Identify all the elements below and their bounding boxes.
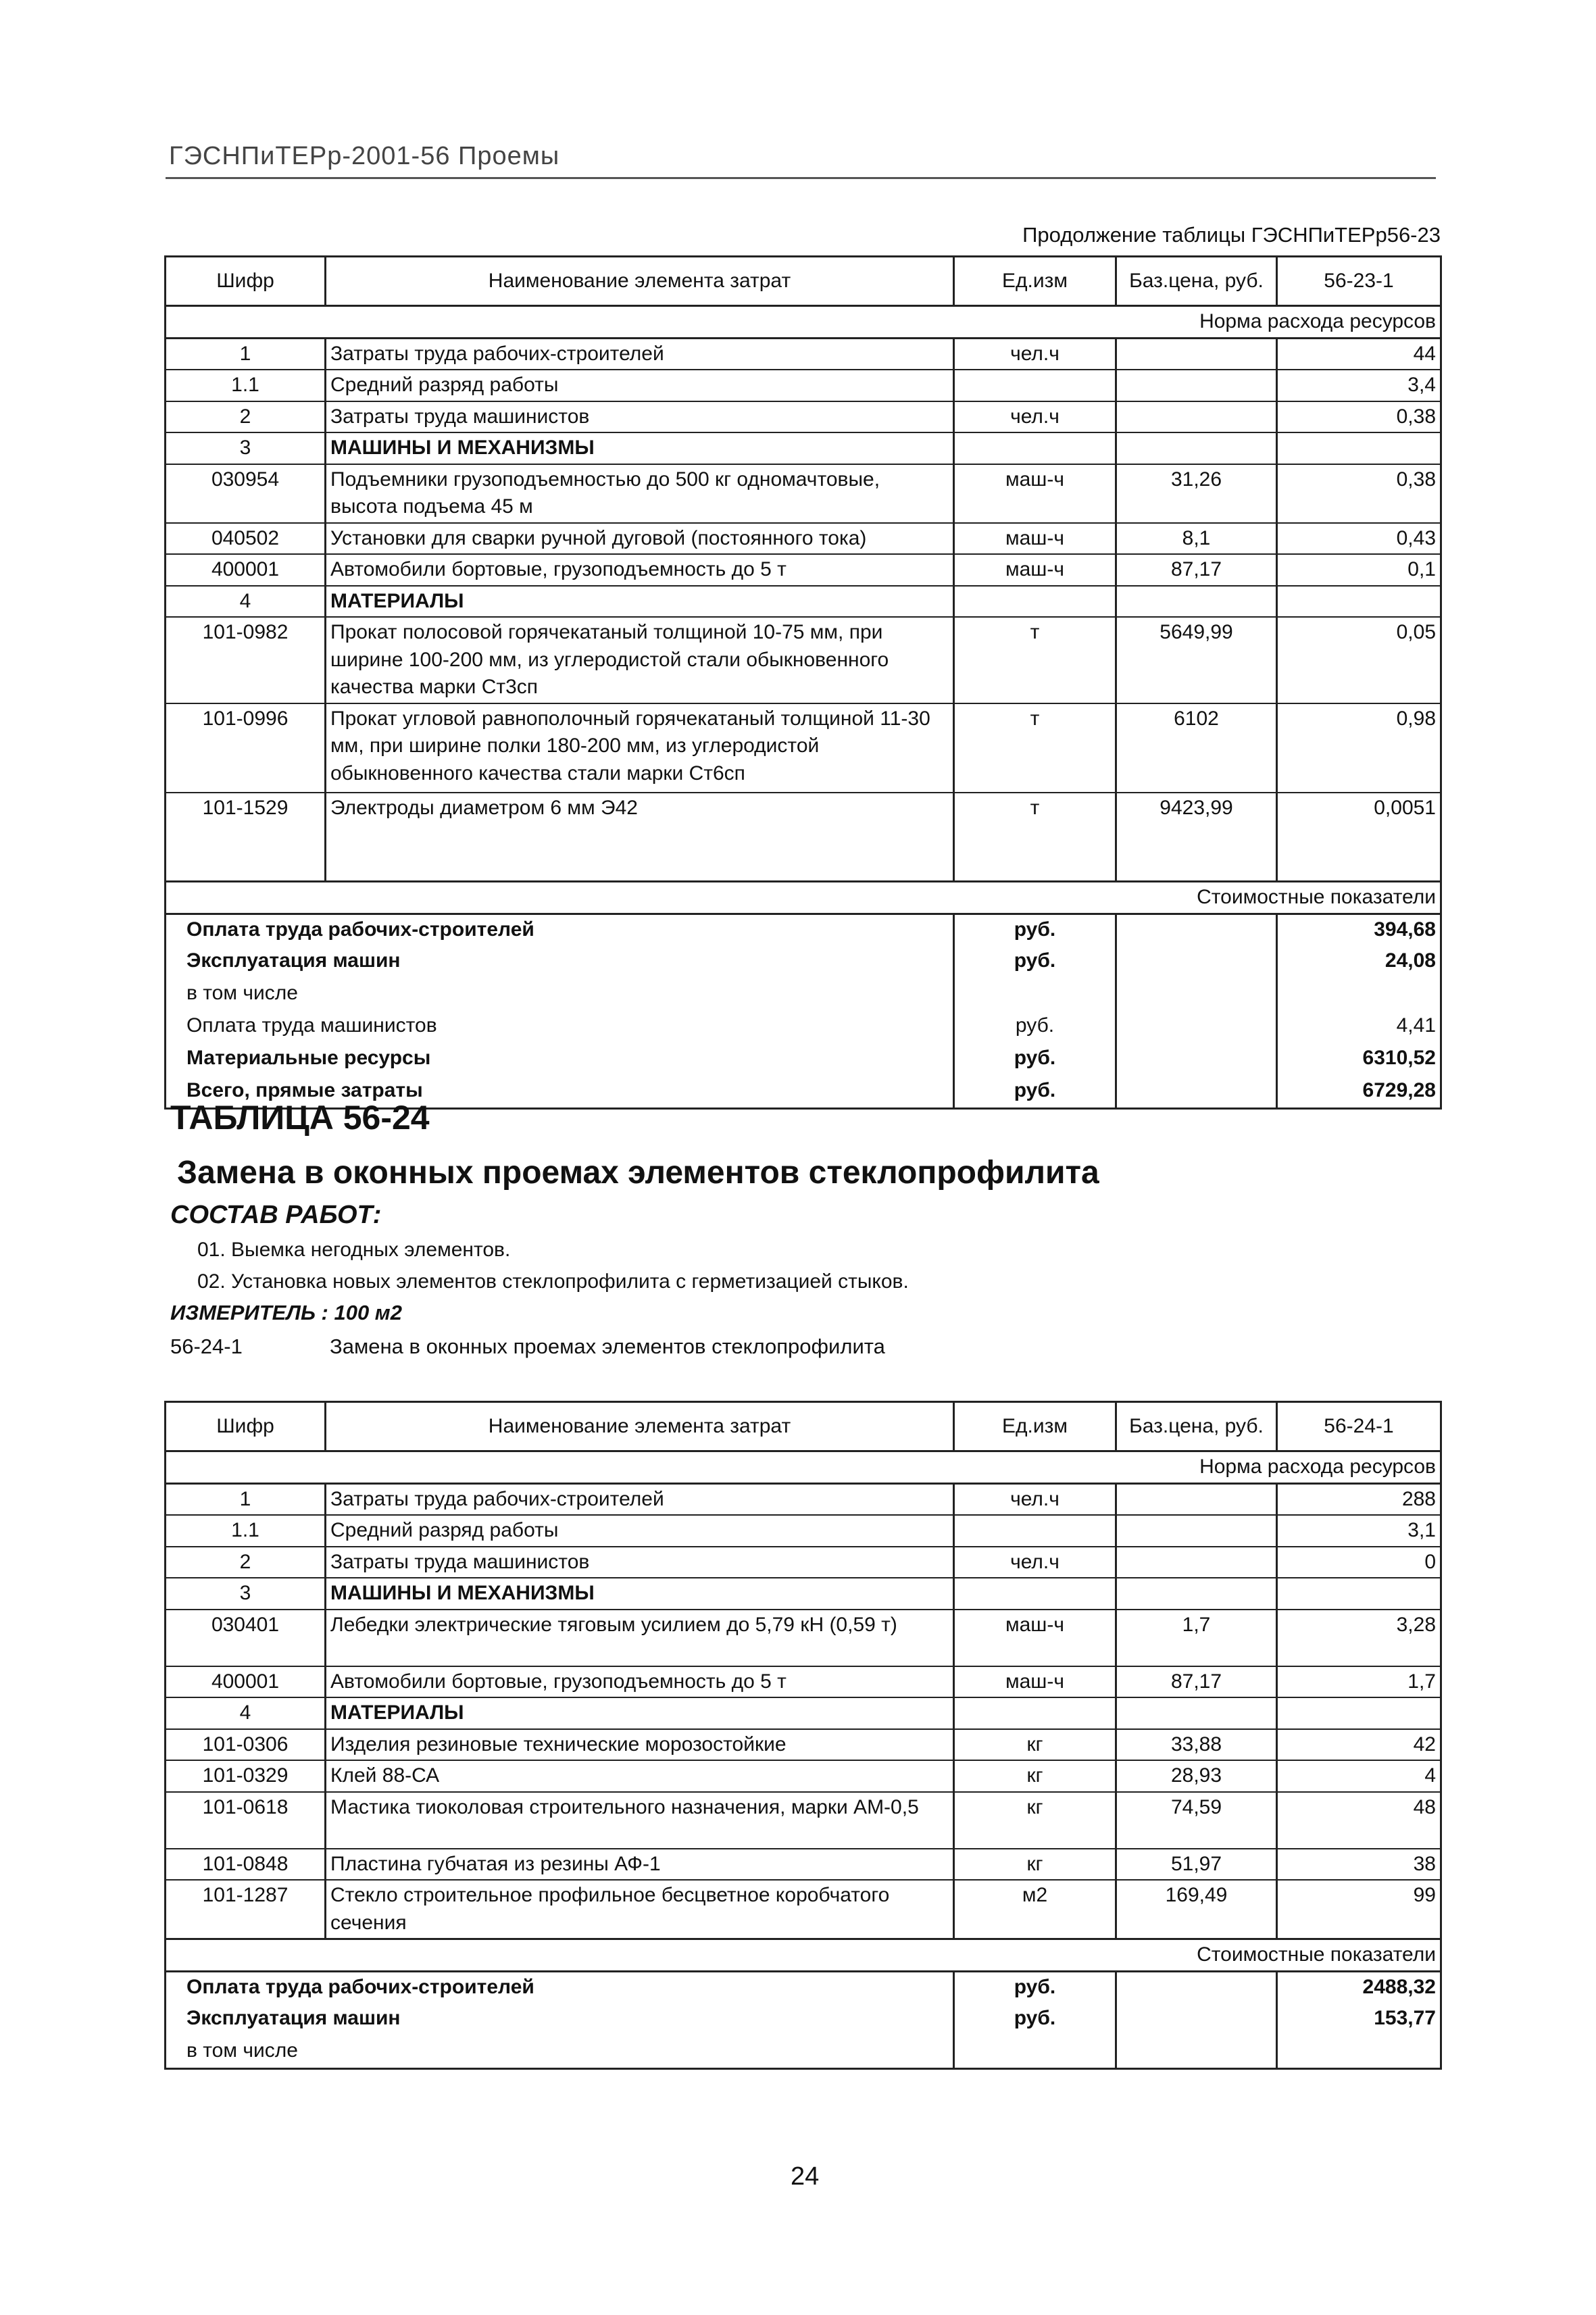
cost-name: Оплата труда машинистов [166, 1011, 954, 1043]
table-row [166, 554, 1441, 586]
cost-row [166, 978, 1441, 1011]
norm-label-row [166, 306, 1441, 339]
column-header: Наименование элемента затрат [326, 1402, 954, 1451]
cost-value: 24,08 [1277, 946, 1441, 978]
row-unit: м2 [954, 1880, 1116, 1939]
row-name: Электроды диаметром 6 мм Э42 [326, 793, 954, 882]
row-name: МАШИНЫ И МЕХАНИЗМЫ [326, 432, 954, 464]
cost-value [1277, 978, 1441, 1011]
row-name: Средний разряд работы [326, 370, 954, 401]
row-unit [954, 586, 1116, 618]
table-row [166, 586, 1441, 618]
row-unit: кг [954, 1760, 1116, 1792]
row-norm: 0,05 [1277, 617, 1441, 703]
row-unit [954, 432, 1116, 464]
row-price: 5649,99 [1116, 617, 1277, 703]
row-price [1116, 1483, 1277, 1515]
column-header: Ед.изм [954, 1402, 1116, 1451]
cost-label: Стоимостные показатели [166, 882, 1441, 914]
row-norm: 38 [1277, 1849, 1441, 1881]
row-name: Затраты труда машинистов [326, 1547, 954, 1578]
table-subtitle: Замена в оконных проемах элементов стеклопрофилита [177, 1155, 1099, 1191]
row-name: Автомобили бортовые, грузоподъемность до 5 т [326, 1666, 954, 1698]
row-norm [1277, 1697, 1441, 1729]
row-name: МАШИНЫ И МЕХАНИЗМЫ [326, 1578, 954, 1610]
table-row [166, 401, 1441, 433]
row-price: 51,97 [1116, 1849, 1277, 1881]
cost-row [166, 1011, 1441, 1043]
row-code: 3 [166, 1578, 326, 1610]
row-code: 040502 [166, 523, 326, 555]
column-header: Наименование элемента затрат [326, 257, 954, 306]
row-norm: 42 [1277, 1729, 1441, 1761]
row-norm [1277, 1578, 1441, 1610]
cost-unit: руб. [954, 1043, 1116, 1076]
cost-name: в том числе [166, 978, 954, 1011]
cost-blank [1116, 2036, 1277, 2068]
row-unit [954, 1515, 1116, 1547]
cost-blank [1116, 914, 1277, 946]
norm-label: Норма расхода ресурсов [166, 306, 1441, 339]
row-unit: т [954, 703, 1116, 793]
table-row [166, 464, 1441, 523]
table-row [166, 432, 1441, 464]
cost-blank [1116, 978, 1277, 1011]
row-name: Прокат полосовой горячекатаный толщиной 10-75 мм, при ширине 100-200 мм, из углеродистой стали обыкновенного качества марки Ст3сп [326, 617, 954, 703]
row-price: 6102 [1116, 703, 1277, 793]
row-code: 101-0982 [166, 617, 326, 703]
cost-row [166, 2036, 1441, 2068]
table-row [166, 1666, 1441, 1698]
row-price [1116, 432, 1277, 464]
row-unit: маш-ч [954, 464, 1116, 523]
row-name: Лебедки электрические тяговым усилием до 5,79 кН (0,59 т) [326, 1610, 954, 1666]
row-code: 030401 [166, 1610, 326, 1666]
row-code: 3 [166, 432, 326, 464]
cost-row [166, 946, 1441, 978]
row-code: 101-1287 [166, 1880, 326, 1939]
table-header-row [166, 1402, 1441, 1451]
cost-unit: руб. [954, 2003, 1116, 2036]
cost-name: Эксплуатация машин [166, 2003, 954, 2036]
cost-value [1277, 2036, 1441, 2068]
row-unit: т [954, 793, 1116, 882]
row-code: 2 [166, 1547, 326, 1578]
running-title: ГЭСНПиТЕРр-2001-56 Проемы [169, 142, 560, 170]
table-row [166, 1760, 1441, 1792]
table-row [166, 703, 1441, 793]
row-unit [954, 1578, 1116, 1610]
izmeritel: ИЗМЕРИТЕЛЬ : 100 м2 [170, 1301, 402, 1324]
row-norm: 288 [1277, 1483, 1441, 1515]
row-norm: 0,38 [1277, 464, 1441, 523]
cost-name: Всего, прямые затраты [166, 1076, 954, 1108]
row-unit: кг [954, 1729, 1116, 1761]
row-code: 1.1 [166, 370, 326, 401]
row-code: 1 [166, 338, 326, 370]
cost-row [166, 914, 1441, 946]
row-code: 030954 [166, 464, 326, 523]
cost-unit: руб. [954, 914, 1116, 946]
work-item-2: 02. Установка новых элементов стеклопрофилита с герметизацией стыков. [197, 1270, 909, 1293]
cost-name: Оплата труда рабочих-строителей [166, 1971, 954, 2003]
row-norm: 3,1 [1277, 1515, 1441, 1547]
cost-unit: руб. [954, 1076, 1116, 1108]
row-name: Клей 88-СА [326, 1760, 954, 1792]
row-price [1116, 401, 1277, 433]
norm-label-row [166, 1451, 1441, 1484]
row-price [1116, 338, 1277, 370]
table-title: ТАБЛИЦА 56-24 [170, 1099, 430, 1137]
row-price: 31,26 [1116, 464, 1277, 523]
row-norm: 0,43 [1277, 523, 1441, 555]
row-unit: маш-ч [954, 554, 1116, 586]
row-norm [1277, 432, 1441, 464]
row-code: 101-0848 [166, 1849, 326, 1881]
work-item-1: 01. Выемка негодных элементов. [197, 1239, 511, 1261]
row-unit [954, 1697, 1116, 1729]
row-norm: 0,38 [1277, 401, 1441, 433]
cost-value: 153,77 [1277, 2003, 1441, 2036]
row-unit: маш-ч [954, 1610, 1116, 1666]
cost-value: 4,41 [1277, 1011, 1441, 1043]
row-name: Стекло строительное профильное бесцветное коробчатого сечения [326, 1880, 954, 1939]
table-row [166, 1578, 1441, 1610]
row-name: Средний разряд работы [326, 1515, 954, 1547]
row-unit: кг [954, 1849, 1116, 1881]
cost-row [166, 1971, 1441, 2003]
row-norm: 99 [1277, 1880, 1441, 1939]
row-code: 1.1 [166, 1515, 326, 1547]
row-unit: чел.ч [954, 338, 1116, 370]
row-price: 87,17 [1116, 1666, 1277, 1698]
row-name: Прокат угловой равнополочный горячекатаный толщиной 11-30 мм, при ширине полки 180-200 мм, из углеродистой обыкновенного качества стали марки Ст6сп [326, 703, 954, 793]
row-name: Затраты труда рабочих-строителей [326, 1483, 954, 1515]
row-price: 1,7 [1116, 1610, 1277, 1666]
table-row [166, 338, 1441, 370]
table1 [164, 255, 1442, 1110]
row-norm: 1,7 [1277, 1666, 1441, 1698]
row-price: 169,49 [1116, 1880, 1277, 1939]
row-unit [954, 370, 1116, 401]
row-price [1116, 1547, 1277, 1578]
table-row [166, 1515, 1441, 1547]
row-code: 101-0329 [166, 1760, 326, 1792]
row-price: 28,93 [1116, 1760, 1277, 1792]
cost-blank [1116, 946, 1277, 978]
table-row [166, 793, 1441, 882]
row-unit: чел.ч [954, 1483, 1116, 1515]
cost-unit [954, 978, 1116, 1011]
table-row [166, 370, 1441, 401]
row-price: 74,59 [1116, 1792, 1277, 1849]
row-norm: 3,28 [1277, 1610, 1441, 1666]
cost-value: 394,68 [1277, 914, 1441, 946]
cost-unit: руб. [954, 1011, 1116, 1043]
row-norm: 4 [1277, 1760, 1441, 1792]
row-unit: маш-ч [954, 523, 1116, 555]
row-norm [1277, 586, 1441, 618]
cost-name: Эксплуатация машин [166, 946, 954, 978]
cost-label-row [166, 1939, 1441, 1972]
cost-blank [1116, 1076, 1277, 1108]
table-row [166, 1697, 1441, 1729]
row-code: 101-0306 [166, 1729, 326, 1761]
row-unit: чел.ч [954, 401, 1116, 433]
item-name: Замена в оконных проемах элементов стеклопрофилита [330, 1335, 885, 1358]
row-price [1116, 1578, 1277, 1610]
row-price: 8,1 [1116, 523, 1277, 555]
cost-value: 2488,32 [1277, 1971, 1441, 2003]
cost-unit: руб. [954, 1971, 1116, 2003]
cost-label-row [166, 882, 1441, 914]
cost-name: Оплата труда рабочих-строителей [166, 914, 954, 946]
row-code: 101-0618 [166, 1792, 326, 1849]
row-code: 400001 [166, 554, 326, 586]
column-header: Шифр [166, 257, 326, 306]
row-norm: 0,98 [1277, 703, 1441, 793]
cost-unit: руб. [954, 946, 1116, 978]
row-name: МАТЕРИАЛЫ [326, 586, 954, 618]
row-norm: 0,0051 [1277, 793, 1441, 882]
cost-row [166, 2003, 1441, 2036]
row-code: 4 [166, 1697, 326, 1729]
table1-caption: Продолжение таблицы ГЭСНПиТЕРр56-23 [1022, 223, 1441, 247]
cost-name: в том числе [166, 2036, 954, 2068]
row-name: МАТЕРИАЛЫ [326, 1697, 954, 1729]
row-norm: 44 [1277, 338, 1441, 370]
row-name: Автомобили бортовые, грузоподъемность до 5 т [326, 554, 954, 586]
norm-label: Норма расхода ресурсов [166, 1451, 1441, 1484]
row-norm: 48 [1277, 1792, 1441, 1849]
row-norm: 0,1 [1277, 554, 1441, 586]
cost-blank [1116, 1971, 1277, 2003]
cost-name: Материальные ресурсы [166, 1043, 954, 1076]
row-name: Установки для сварки ручной дуговой (постоянного тока) [326, 523, 954, 555]
column-header: Шифр [166, 1402, 326, 1451]
row-code: 101-1529 [166, 793, 326, 882]
row-name: Мастика тиоколовая строительного назначения, марки АМ-0,5 [326, 1792, 954, 1849]
cost-blank [1116, 1011, 1277, 1043]
cost-value: 6310,52 [1277, 1043, 1441, 1076]
row-price [1116, 1515, 1277, 1547]
row-unit: чел.ч [954, 1547, 1116, 1578]
table-row [166, 1547, 1441, 1578]
table-row [166, 617, 1441, 703]
cost-blank [1116, 1043, 1277, 1076]
cost-blank [1116, 2003, 1277, 2036]
row-price [1116, 1697, 1277, 1729]
table-row [166, 1729, 1441, 1761]
row-code: 2 [166, 401, 326, 433]
cost-row [166, 1043, 1441, 1076]
row-name: Затраты труда рабочих-строителей [326, 338, 954, 370]
row-unit: т [954, 617, 1116, 703]
row-code: 1 [166, 1483, 326, 1515]
row-price: 9423,99 [1116, 793, 1277, 882]
table-row [166, 1792, 1441, 1849]
table-row [166, 1483, 1441, 1515]
row-code: 4 [166, 586, 326, 618]
row-unit: кг [954, 1792, 1116, 1849]
column-header: 56-23-1 [1277, 257, 1441, 306]
cost-unit [954, 2036, 1116, 2068]
row-name: Подъемники грузоподъемностью до 500 кг одномачтовые, высота подъема 45 м [326, 464, 954, 523]
column-header: Ед.изм [954, 257, 1116, 306]
header-rule [166, 177, 1436, 179]
row-code: 400001 [166, 1666, 326, 1698]
column-header: Баз.цена, руб. [1116, 1402, 1277, 1451]
cost-label: Стоимостные показатели [166, 1939, 1441, 1972]
item-code: 56-24-1 [170, 1335, 243, 1358]
table-row [166, 1849, 1441, 1881]
row-price: 33,88 [1116, 1729, 1277, 1761]
row-price: 87,17 [1116, 554, 1277, 586]
column-header: Баз.цена, руб. [1116, 257, 1277, 306]
row-name: Затраты труда машинистов [326, 401, 954, 433]
row-price [1116, 370, 1277, 401]
column-header: 56-24-1 [1277, 1402, 1441, 1451]
row-code: 101-0996 [166, 703, 326, 793]
table-row [166, 523, 1441, 555]
row-unit: маш-ч [954, 1666, 1116, 1698]
row-norm: 0 [1277, 1547, 1441, 1578]
row-name: Пластина губчатая из резины АФ-1 [326, 1849, 954, 1881]
table-row [166, 1880, 1441, 1939]
page-number: 24 [791, 2162, 820, 2191]
table2 [164, 1401, 1442, 2070]
row-name: Изделия резиновые технические морозостойкие [326, 1729, 954, 1761]
cost-value: 6729,28 [1277, 1076, 1441, 1108]
row-price [1116, 586, 1277, 618]
table-header-row [166, 257, 1441, 306]
row-norm: 3,4 [1277, 370, 1441, 401]
table-row [166, 1610, 1441, 1666]
sostav-label: СОСТАВ РАБОТ: [170, 1201, 382, 1229]
